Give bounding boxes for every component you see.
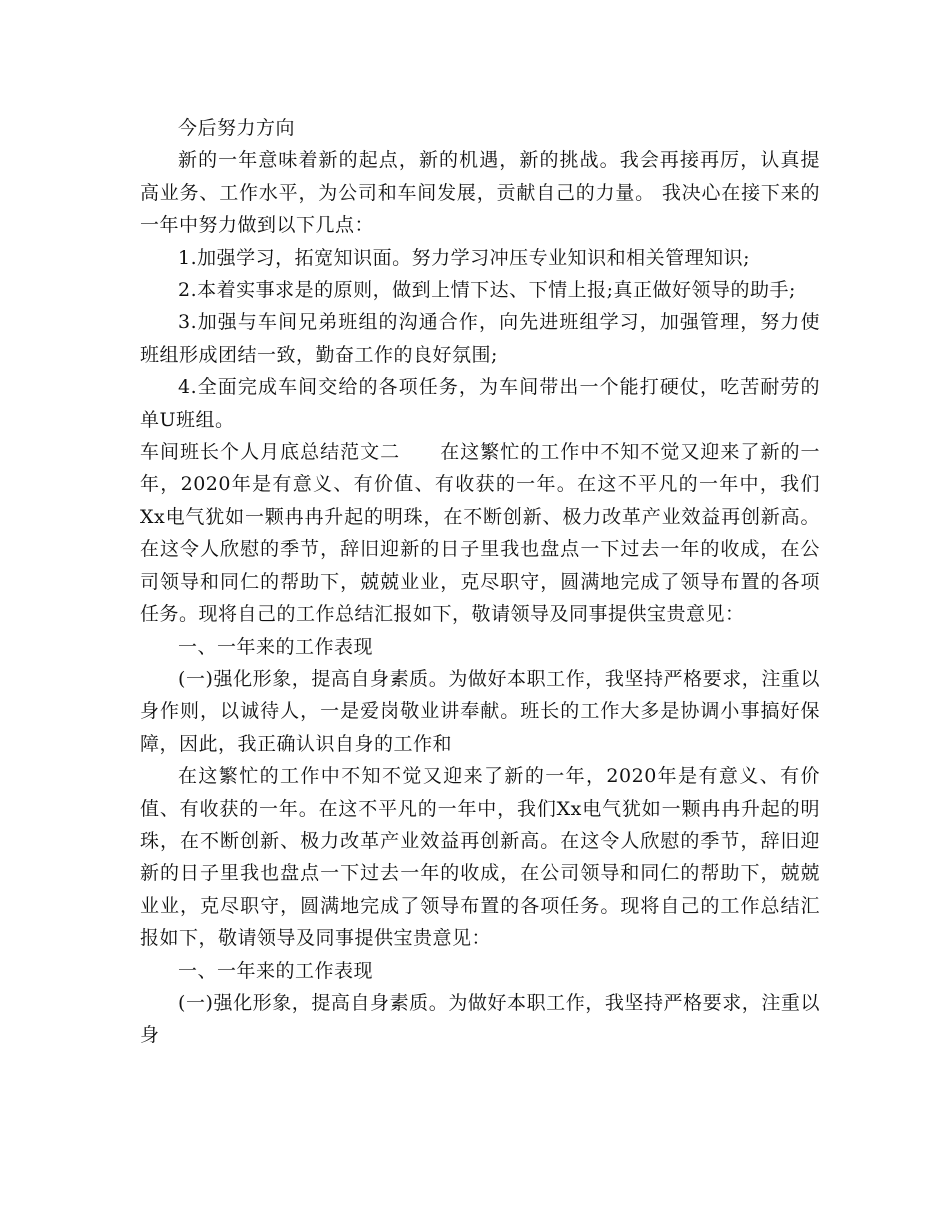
section-heading-work-performance: 一、一年来的工作表现	[178, 635, 374, 658]
document-body	[140, 112, 820, 1052]
paragraph-strengthen-image-repeat: (一)强化形象，提高自身素质。为做好本职工作，我坚持严格要求，注重以身	[140, 991, 820, 1047]
paragraph-new-year-goals: 新的一年意味着新的起点，新的机遇，新的挑战。我会再接再厉，认真提高业务、工作水平，为公司和车间发展，贡献自己的力量。 我决心在接下来的一年中努力做到以下几点：	[140, 149, 820, 237]
paragraph-sample-two-intro: 车间班长个人月底总结范文二 在这繁忙的工作中不知不觉又迎来了新的一年，2020年是有意义、有价值、有收获的一年。在这不平凡的一年中，我们Xx电气犹如一颗冉冉升起的明珠，在不断创新、极力改革产业效益再创新高。在这令人欣慰的季节，辞旧迎新的日子里我也盘点一下过去一年的收成，在公司领导和同仁的帮助下，兢兢业业，克尽职守，圆满地完成了领导布置的各项任务。现将自己的工作总结汇报如下，敬请领导及同事提供宝贵意见：	[140, 441, 820, 626]
list-item-1: 1.加强学习，拓宽知识面。努力学习冲压专业知识和相关管理知识;	[178, 246, 751, 269]
list-item-3: 3.加强与车间兄弟班组的沟通合作，向先进班组学习，加强管理，努力使班组形成团结一致，勤奋工作的良好氛围;	[140, 311, 820, 366]
paragraph-strengthen-image: (一)强化形象，提高自身素质。为做好本职工作，我坚持严格要求，注重以身作则，以诚待人，一是爱岗敬业讲奉献。班长的工作大多是协调小事搞好保障，因此，我正确认识自身的工作和	[140, 667, 820, 755]
paragraph-summary-repeat: 在这繁忙的工作中不知不觉又迎来了新的一年，2020年是有意义、有价值、有收获的一年。在这不平凡的一年中，我们Xx电气犹如一颗冉冉升起的明珠，在不断创新、极力改革产业效益再创新高。在这令人欣慰的季节，辞旧迎新的日子里我也盘点一下过去一年的收成，在公司领导和同仁的帮助下，兢兢业业，克尽职守，圆满地完成了领导布置的各项任务。现将自己的工作总结汇报如下，敬请领导及同事提供宝贵意见：	[140, 765, 820, 950]
list-item-4: 4.全面完成车间交给的各项任务，为车间带出一个能打硬仗，吃苦耐劳的单U班组。	[140, 376, 820, 431]
section-heading-future-direction: 今后努力方向	[178, 117, 296, 139]
section-heading-work-performance-repeat: 一、一年来的工作表现	[178, 959, 374, 982]
list-item-2: 2.本着实事求是的原则，做到上情下达、下情上报;真正做好领导的助手;	[178, 279, 796, 302]
